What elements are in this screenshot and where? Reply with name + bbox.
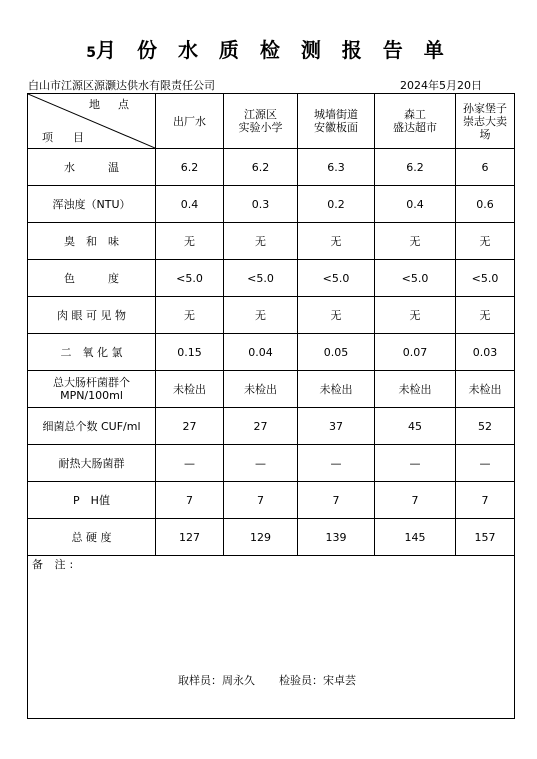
table-row <box>28 186 515 223</box>
value-cell: 无 <box>156 223 224 260</box>
value-cell: 45 <box>375 408 456 445</box>
table-row <box>28 519 515 556</box>
value-cell: — <box>456 445 515 482</box>
remarks-label: 备 注: <box>32 558 78 571</box>
value-cell: 7 <box>298 482 375 519</box>
item-label: 水 温 <box>28 149 156 186</box>
title-text: 月 份 水 质 检 测 报 告 单 <box>96 38 451 62</box>
value-cell: 无 <box>375 223 456 260</box>
value-cell: 6.2 <box>156 149 224 186</box>
value-cell: 7 <box>375 482 456 519</box>
table-row <box>28 445 515 482</box>
corner-site-label: 地点 <box>89 98 147 111</box>
value-cell: — <box>298 445 375 482</box>
corner-item-label: 项目 <box>42 131 104 144</box>
value-cell: 6.2 <box>375 149 456 186</box>
item-label: 总大肠杆菌群个 MPN/100ml <box>28 371 156 408</box>
value-cell: 27 <box>224 408 298 445</box>
value-cell: 7 <box>156 482 224 519</box>
value-cell: 7 <box>456 482 515 519</box>
value-cell: 0.07 <box>375 334 456 371</box>
value-cell: 无 <box>375 297 456 334</box>
item-label: 浑浊度（NTU） <box>28 186 156 223</box>
table-row <box>28 223 515 260</box>
water-quality-table <box>27 93 515 719</box>
table-row <box>28 297 515 334</box>
value-cell: 7 <box>224 482 298 519</box>
item-label: 二 氧 化 氯 <box>28 334 156 371</box>
company-name: 白山市江源区源灏达供水有限责任公司 <box>28 79 215 92</box>
item-label: 总 硬 度 <box>28 519 156 556</box>
value-cell: 0.15 <box>156 334 224 371</box>
value-cell: 无 <box>156 297 224 334</box>
value-cell: 6.3 <box>298 149 375 186</box>
value-cell: 0.05 <box>298 334 375 371</box>
site-header: 孙家堡子 崇志大卖 场 <box>456 94 515 149</box>
site-header: 森工 盛达超市 <box>375 94 456 149</box>
inspector: 检验员：宋卓芸 <box>279 674 356 687</box>
value-cell: <5.0 <box>224 260 298 297</box>
title-month: 5 <box>86 45 97 61</box>
value-cell: 37 <box>298 408 375 445</box>
value-cell: 无 <box>298 297 375 334</box>
report-date: 2024年5月20日 <box>400 79 482 92</box>
table-row <box>28 371 515 408</box>
table-row <box>28 149 515 186</box>
remarks-row <box>28 556 515 719</box>
sampler: 取样员：周永久 <box>178 674 255 687</box>
value-cell: 0.03 <box>456 334 515 371</box>
site-header: 江源区 实验小学 <box>224 94 298 149</box>
value-cell: 0.4 <box>375 186 456 223</box>
item-label: 色 度 <box>28 260 156 297</box>
value-cell: 无 <box>456 223 515 260</box>
remarks-cell <box>28 556 515 719</box>
value-cell: <5.0 <box>298 260 375 297</box>
value-cell: 0.6 <box>456 186 515 223</box>
value-cell: 127 <box>156 519 224 556</box>
value-cell: 0.04 <box>224 334 298 371</box>
value-cell: 0.3 <box>224 186 298 223</box>
value-cell: <5.0 <box>156 260 224 297</box>
table-row <box>28 482 515 519</box>
value-cell: 0.4 <box>156 186 224 223</box>
table-row <box>28 260 515 297</box>
header-row <box>28 94 515 149</box>
value-cell: 157 <box>456 519 515 556</box>
item-label: 肉 眼 可 见 物 <box>28 297 156 334</box>
value-cell: 6 <box>456 149 515 186</box>
value-cell: 139 <box>298 519 375 556</box>
value-cell: <5.0 <box>456 260 515 297</box>
value-cell: 无 <box>456 297 515 334</box>
item-label: 耐热大肠菌群 <box>28 445 156 482</box>
site-header: 城墙街道 安徽板面 <box>298 94 375 149</box>
data-rows <box>28 149 515 556</box>
value-cell: 52 <box>456 408 515 445</box>
value-cell: 未检出 <box>456 371 515 408</box>
site-header: 出厂水 <box>156 94 224 149</box>
value-cell: 无 <box>224 297 298 334</box>
value-cell: 未检出 <box>375 371 456 408</box>
signatures <box>178 674 356 687</box>
value-cell: 6.2 <box>224 149 298 186</box>
value-cell: — <box>375 445 456 482</box>
value-cell: — <box>156 445 224 482</box>
value-cell: 无 <box>298 223 375 260</box>
table-row <box>28 334 515 371</box>
item-label: 臭 和 味 <box>28 223 156 260</box>
value-cell: — <box>224 445 298 482</box>
value-cell: 未检出 <box>224 371 298 408</box>
report-title <box>0 34 537 63</box>
value-cell: 未检出 <box>156 371 224 408</box>
corner-cell <box>28 94 156 149</box>
value-cell: 27 <box>156 408 224 445</box>
value-cell: <5.0 <box>375 260 456 297</box>
value-cell: 145 <box>375 519 456 556</box>
value-cell: 0.2 <box>298 186 375 223</box>
item-label: P H值 <box>28 482 156 519</box>
item-label: 细菌总个数 CUF/ml <box>28 408 156 445</box>
value-cell: 无 <box>224 223 298 260</box>
value-cell: 未检出 <box>298 371 375 408</box>
table-row <box>28 408 515 445</box>
value-cell: 129 <box>224 519 298 556</box>
